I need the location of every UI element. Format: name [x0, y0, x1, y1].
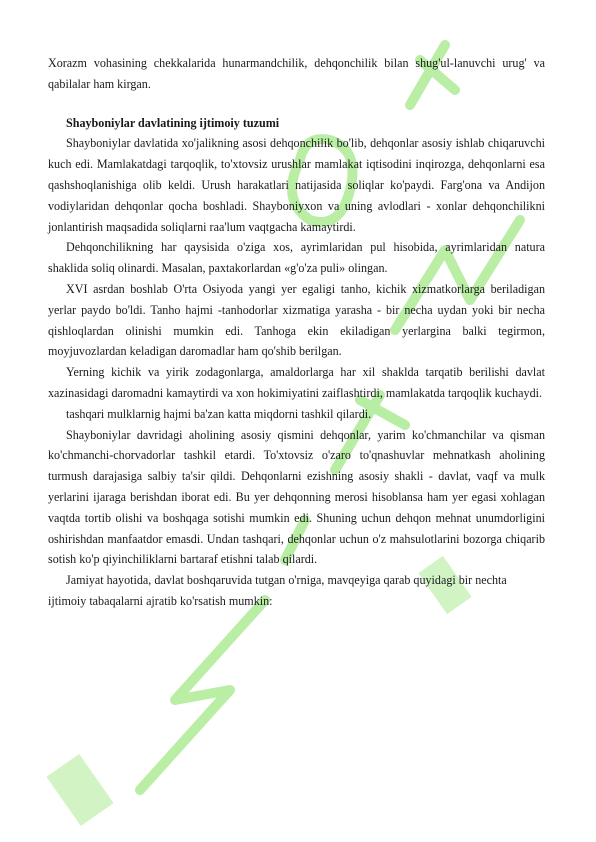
section-heading: Shayboniylar davlatining ijtimoiy tuzumi — [66, 115, 280, 130]
paragraph: Yerning kichik va yirik zodagonlarga, amaldorlarga har xil shaklda tarqatib berilishi davlat xazinasidagi daromadni kamaytirdi va xon hokimiyatini zaiflashtirdi, mamlakatda tarqoqlik kuchaydi. — [48, 365, 545, 400]
document-body — [48, 53, 545, 612]
paragraph-intro: Xorazm vohasining chekkalarida hunarmandchilik, dehqonchilik bilan shug'ul-lanuvchi urug' va qabilalar ham kirgan. — [48, 56, 545, 91]
paragraph: tashqari mulklarnig hajmi ba'zan katta miqdorni tashkil qilardi. — [66, 406, 372, 421]
paragraph: Shayboniylar davridagi aholining asosiy qismini dehqonlar, yarim ko'chmanchilar va qisman ko'chmanchi-chorvadorlar tashkil etardi. To'xtovsiz o'zaro to'qnashuvlar mehnatkash aholining turmush darajasiga salbiy ta'sir qildi. Dehqonlarni ezishning asosiy shakli - davlat, vaqf va mulk yerlarini ijaraga berishdan iborat edi. Bu yer dehqonning merosi hisoblansa ham yer egasi xohlagan vaqtda tortib olishi va boshqaga sotishi mumkin edi. Shuning uchun dehqon mehnat unumdorligini oshirishdan manfaatdor emasdi. Undan tashqari, dehqonlar uchun o'z mahsulotlarini bozorga chiqarib sotish ko'p qiyinchiliklarni bartaraf etishni talab qilardi. — [48, 427, 545, 567]
paragraph: Shayboniylar davlatida xo'jalikning asosi dehqonchilik bo'lib, dehqonlar asosiy ishlab chiqaruvchi kuch edi. Mamlakatdagi tarqoqlik, to'xtovsiz urushlar mamlakat iqtisodini inqirozga, dehqonlarni esa qashshoqlanishiga olib keldi. Urush harakatlari natijasida soliqlar ko'paydi. Farg'ona va Andijon vodiylaridan dehqonlar qocha boshladi. Shayboniyxon va uning avlodlari - xonlar dehqonchilikni jonlantirish maqsadida soliqlarni raa'lum vaqtgacha kamaytirdi. — [48, 136, 545, 234]
paragraph: Jamiyat hayotida, davlat boshqaruvida tutgan o'rniga, mavqeyiga qarab quyidagi bir nechta ijtimoiy tabaqalarni ajratib ko'rsatish mumkin: — [48, 573, 507, 608]
paragraph: XVI asrdan boshlab O'rta Osiyoda yangi yer egaligi tanho, kichik xizmatkorlarga beriladigan yerlar paydo bo'ldi. Tanho hajmi -tanhodorlar xizmatiga yarasha - bir necha uydan yoki bir necha qishloqlardan olinishi mumkin edi. Tanhoga ekin ekiladigan yerlargina balki tegirmon, moyjuvozlardan keladigan daromadlar ham qo'shib berilgan. — [48, 281, 545, 359]
paragraph: Dehqonchilikning har qaysisida o'ziga xos, ayrimlaridan pul hisobida, ayrimlaridan natura shaklida soliq olinardi. Masalan, paxtakorlardan «g'o'za puli» olingan. — [48, 240, 545, 276]
